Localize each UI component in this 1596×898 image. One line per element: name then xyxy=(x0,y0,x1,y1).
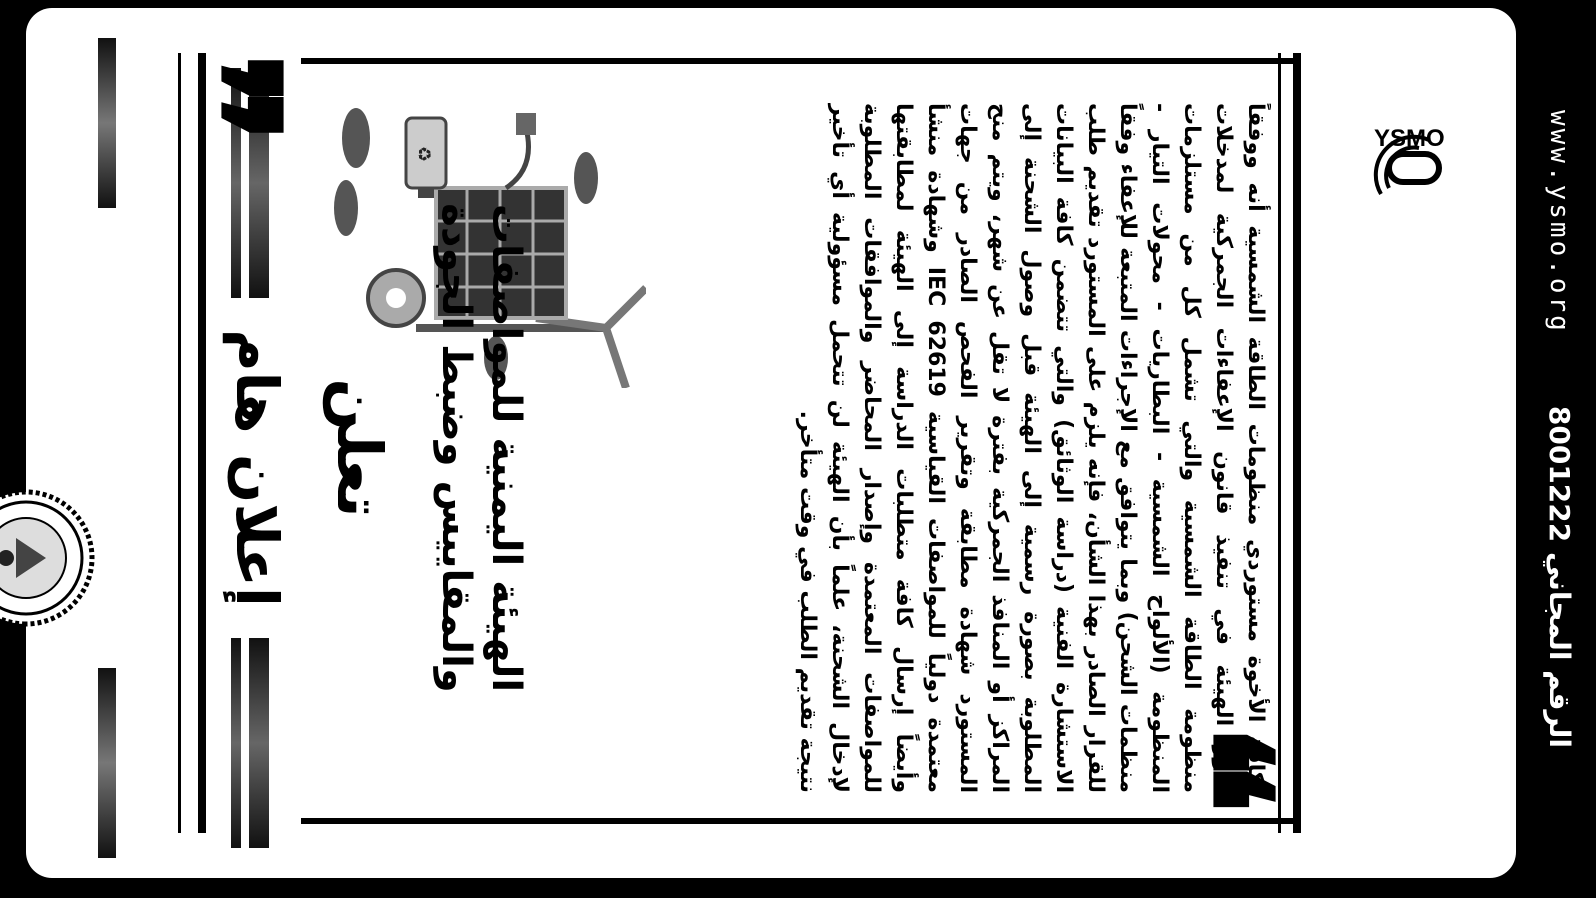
banner-bar-right xyxy=(249,638,269,848)
footer-strip xyxy=(1518,0,1596,898)
logo-text: YSMO xyxy=(1374,125,1445,152)
frame-left-rule xyxy=(301,58,1301,64)
banner xyxy=(211,68,291,848)
headline-line-2: والمقاييس وضبط الجودة xyxy=(433,203,479,693)
frame-bottom-rule xyxy=(198,53,206,833)
opening-quote-icon: ❞ xyxy=(116,53,316,145)
frame-top-rule xyxy=(1293,53,1301,833)
announcement-body: لكافة الأخوة مستوردي منظومات الطاقة الشمسية أنه ووفقاً لدور الهيئة في تنفيذ قانون الإعفاءات الجمركية لمدخلات منظومة الطاقة الشمسية والتي تشمل كل من مستلزمات المنظومة (الألواح الشمسية - البطاريات - محولات التيار - منظمات الشحن) وبما يتوافق مع الإجراءات المتبعة للإعفاء وفقاً للقرار الصادر بهذا الشأن، فإنه يلزم على المستورد تقديم طلب الاستشارة الفنية (دراسة الوثائق) والتي تتضمن كافة البيانات المطلوبة بصورة رسمية إلى الهيئة قبل وصول الشحنة إلى المراكز أو المنافذ الجمركية بفترة لا تقل عن شهر، ويتم منح المستورد شهادة مطابقة وتقرير الفحص الصادر من جهات معتمدة دولياً للمواصفات القياسية IEC 62619 وشهادة منشأ وأيضاً إرسال كافة متطلبات الدراسة إلى الهيئة لمطابقتها للمواصفات المعتمدة وإصدار المحاضر والموافقات المطلوبة لإدخال الشحنة، علماً بأن الهيئة لن تتحمل مسؤولية أي تأخير نتيجة تقديم الطلب في وقت متأخر. xyxy=(795,103,1268,793)
headline-line-1: الهيئة اليمنية للمواصفات xyxy=(483,203,529,693)
frame-top-rule-thin xyxy=(1278,53,1281,833)
side-rule-left xyxy=(98,38,116,208)
banner-bar-right-2 xyxy=(231,638,241,848)
website-text[interactable]: www.ysmo.org xyxy=(1544,110,1574,334)
announcement-card xyxy=(26,8,1516,878)
headline xyxy=(431,103,531,793)
closing-quote-icon: ❞ xyxy=(1181,723,1381,815)
frame-bottom-rule-thin xyxy=(178,53,181,833)
svg-text:♻: ♻ xyxy=(413,146,434,163)
ysmo-seal xyxy=(0,488,96,628)
frame-right-rule xyxy=(301,818,1301,824)
hotline-text: الرقم المجاني 8001222 xyxy=(1543,405,1576,748)
announce-word: تعلن xyxy=(323,378,396,518)
ysmo-logo xyxy=(1344,88,1454,208)
banner-title: إعلان هام xyxy=(223,329,291,607)
side-rule-right xyxy=(98,668,116,858)
